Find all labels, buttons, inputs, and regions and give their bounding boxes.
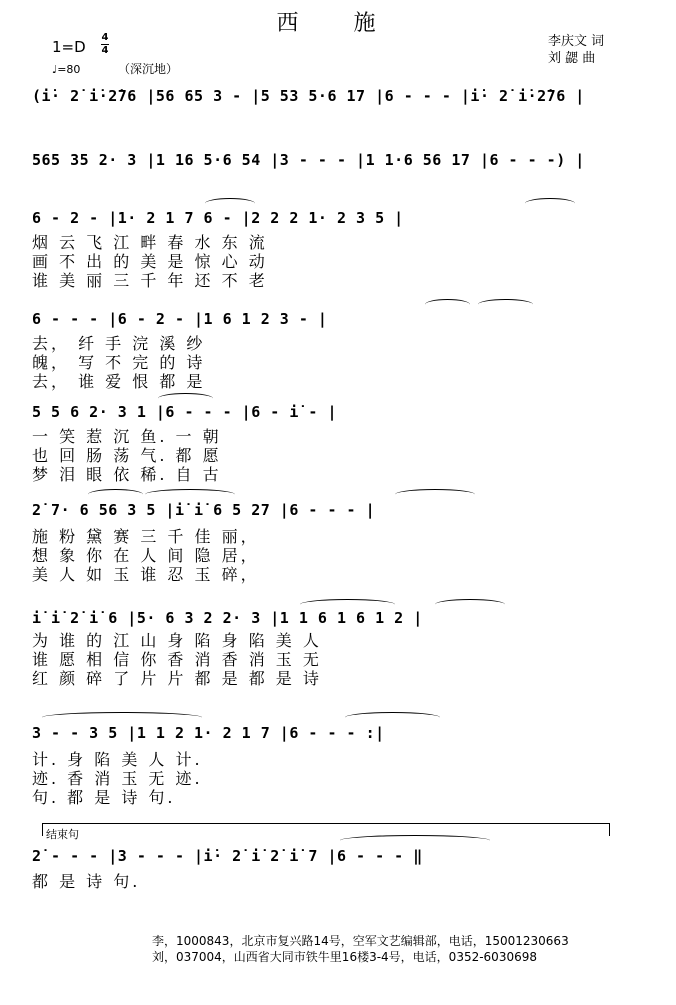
system-6-lyric-v3: 美 人 如 玉 谁 忍 玉 碎， [32,566,260,584]
system-2-notes: 565 35 2· 3 |1 16 5·6 54 |3 - - - |1 1·6 56 17 |6 - - -) | [32,151,585,169]
system-8-lyric-v3: 句. 都 是 诗 句. [32,789,176,807]
system-8-notes: 3 - - 3 5 |1 1 2 1· 2 1 7 |6 - - - :| [32,724,385,742]
system-7-lyric-v3: 红 颜 碎 了 片 片 都 是 都 是 诗 [32,670,322,688]
key-signature: 1=D [52,38,86,56]
system-7-notes: i̇ i̇ 2̇ i̇ 6 |5· 6 3 2 2· 3 |1 1 6 1 6 1 2 | [32,609,423,627]
composer-credit: 刘 勰 曲 [548,51,596,66]
tempo-marking: ♩=80 [52,63,81,76]
system-3-lyric-v3: 谁 美 丽 三 千 年 还 不 老 [32,272,268,290]
system-3-lyric-v1: 烟 云 飞 江 畔 春 水 东 流 [32,234,268,252]
lyricist-credit: 李庆文 词 [548,34,605,49]
system-4-lyric-v2: 魄， 写 不 完 的 诗 [32,354,206,372]
system-6-lyric-v2: 想 象 你 在 人 间 隐 居， [32,547,260,565]
footer-address-lyricist: 李，1000843，北京市复兴路14号，空军文艺编辑部，电话，15001230663 [152,934,569,948]
system-6-lyric-v1: 施 粉 黛 赛 三 千 佳 丽， [32,528,260,546]
meter-top: 4 [101,32,109,43]
ending-bracket [42,823,610,836]
system-4-lyric-v3: 去， 谁 爱 恨 都 是 [32,373,206,391]
system-5-notes: 5 5 6 2· 3 1 |6 - - - |6 - i̇ - | [32,403,337,421]
system-4-lyric-v1: 去， 纤 手 浣 溪 纱 [32,335,206,353]
ending-label: 结束句 [46,828,79,841]
system-8-lyric-v2: 迹. 香 消 玉 无 迹. [32,770,203,788]
system-7-lyric-v2: 谁 愿 相 信 你 香 消 香 消 玉 无 [32,651,322,669]
system-8-lyric-v1: 计. 身 陷 美 人 计. [32,751,203,769]
system-7-lyric-v1: 为 谁 的 江 山 身 陷 身 陷 美 人 [32,632,322,650]
system-9-lyric: 都 是 诗 句. [32,873,141,891]
system-5-lyric-v1: 一 笑 惹 沉 鱼. 一 朝 [32,428,222,446]
system-5-lyric-v3: 梦 泪 眼 依 稀. 自 古 [32,466,222,484]
meter-bottom: 4 [101,45,109,56]
song-title: 西 施 [276,11,400,36]
footer-address-composer: 刘，037004，山西省大同市铁牛里16楼3-4号，电话，0352-6030698 [152,950,537,964]
system-3-notes: 6 - 2 - |1· 2 1 7 6 - |2 2 2 1· 2 3 5 | [32,209,404,227]
system-4-notes: 6 - - - |6 - 2 - |1 6 1 2 3 - | [32,310,328,328]
system-9-notes: 2̇ - - - |3 - - - |i̇· 2̇ i̇ 2̇ i̇ 7 |6 - - - ‖ [32,847,423,865]
expression-marking: （深沉地） [118,62,179,76]
system-6-notes: 2̇ 7· 6 56 3 5 |i̇ i̇ 6 5 27 |6 - - - | [32,501,376,519]
system-5-lyric-v2: 也 回 肠 荡 气. 都 愿 [32,447,222,465]
system-1-notes: (i̇· 2̇ i̇·2̇76 |56 65 3 - |5 53 5·6 17 |6 - - - |i̇· 2̇ i̇·2̇76 | [32,87,585,105]
time-signature [101,33,109,56]
system-3-lyric-v2: 画 不 出 的 美 是 惊 心 动 [32,253,268,271]
